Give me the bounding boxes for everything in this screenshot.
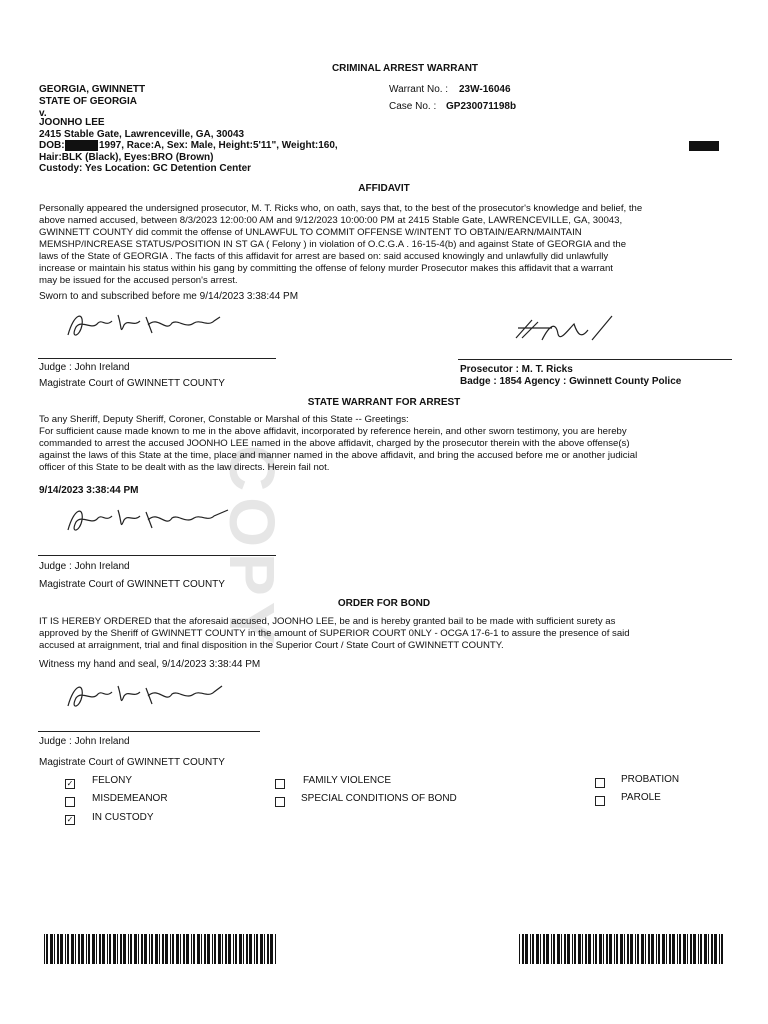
state-warrant-heading: STATE WARRANT FOR ARREST bbox=[307, 397, 461, 408]
warrant-line: commanded to arrest the accused JOONHO LEE named in the above affidavit, charged by the prosecutor therein with the above offense(s) bbox=[39, 438, 630, 449]
judge-signature bbox=[62, 676, 232, 716]
barcode-bar bbox=[130, 934, 132, 964]
barcode-bar bbox=[50, 934, 53, 964]
barcode-bar bbox=[656, 934, 657, 964]
barcode-bar bbox=[254, 934, 255, 964]
judge-signature bbox=[62, 305, 232, 345]
barcode-bar bbox=[138, 934, 139, 964]
barcode-bar bbox=[228, 934, 231, 964]
judge-signature-line bbox=[38, 731, 260, 732]
barcode-bar bbox=[561, 934, 562, 964]
barcode-bar bbox=[46, 934, 48, 964]
copy-watermark: COPY bbox=[216, 445, 288, 651]
affidavit-line: GWINNETT COUNTY did commit the offense of UNLAWFUL TO COMMIT OFFENSE W/INTENT TO OBTAIN/EARN/MAINTAIN bbox=[39, 227, 582, 238]
barcode-bar bbox=[530, 934, 531, 964]
barcode-bar bbox=[191, 934, 192, 964]
affidavit-line: increase or maintain his status within his gang by committing the offense of felony murder Prosecutor makes this affidavit that a warrant bbox=[39, 263, 613, 274]
barcode-bar bbox=[151, 934, 153, 964]
probation-checkbox[interactable] bbox=[595, 778, 605, 788]
barcode-left bbox=[44, 934, 280, 964]
accused-name: JOONHO LEE bbox=[39, 117, 105, 128]
warrant-line: To any Sheriff, Deputy Sheriff, Coroner, Constable or Marshal of this State -- Greetings: bbox=[39, 414, 409, 425]
barcode-bar bbox=[648, 934, 650, 964]
barcode-bar bbox=[543, 934, 545, 964]
judge-signature-line bbox=[38, 555, 276, 556]
witness-statement: Witness my hand and seal, 9/14/2023 3:38:44 PM bbox=[39, 659, 261, 670]
barcode-bar bbox=[645, 934, 646, 964]
barcode-bar bbox=[214, 934, 216, 964]
barcode-bar bbox=[536, 934, 539, 964]
barcode-bar bbox=[264, 934, 265, 964]
barcode-bar bbox=[71, 934, 74, 964]
barcode-bar bbox=[714, 934, 717, 964]
affidavit-line: Personally appeared the undersigned prosecutor, M. T. Ricks who, on oath, says that, to the best of the prosecutor's knowledge and belief, the bbox=[39, 203, 643, 214]
barcode-bar bbox=[564, 934, 566, 964]
barcode-bar bbox=[78, 934, 80, 964]
barcode-bar bbox=[616, 934, 618, 964]
barcode-bar bbox=[54, 934, 55, 964]
affidavit-line: may be issued for the accused person's arrest. bbox=[39, 275, 238, 286]
barcode-bar bbox=[614, 934, 615, 964]
barcode-bar bbox=[522, 934, 524, 964]
barcode-bar bbox=[162, 934, 164, 964]
barcode-bar bbox=[107, 934, 108, 964]
family-violence-checkbox[interactable] bbox=[275, 779, 285, 789]
warrant-line: For sufficient cause made known to me in the above affidavit, incorporated by reference herein, and other sworn testimony, you are hereby bbox=[39, 426, 627, 437]
affidavit-body bbox=[39, 203, 729, 287]
warrant-label: Warrant No. : bbox=[389, 84, 449, 95]
barcode-bar bbox=[267, 934, 269, 964]
prosecutor-signature bbox=[512, 310, 622, 348]
barcode-bar bbox=[256, 934, 258, 964]
barcode-bar bbox=[65, 934, 66, 964]
barcode-bar bbox=[99, 934, 101, 964]
barcode-bar bbox=[88, 934, 90, 964]
barcode-bar bbox=[666, 934, 667, 964]
barcode-bar bbox=[662, 934, 665, 964]
barcode-bar bbox=[109, 934, 111, 964]
bond-line: approved by the Sheriff of GWINNETT COUNTY in the amount of SUPERIOR COURT 0NLY - OCGA 17-6-1 to assure the presence of said bbox=[39, 628, 630, 639]
state-line-2: STATE OF GEORGIA bbox=[39, 96, 137, 107]
judge-signature bbox=[62, 500, 242, 540]
barcode-bar bbox=[553, 934, 555, 964]
barcode-bar bbox=[159, 934, 160, 964]
barcode-bar bbox=[578, 934, 581, 964]
barcode-bar bbox=[546, 934, 549, 964]
dob-label: DOB: bbox=[39, 140, 65, 151]
barcode-bar bbox=[239, 934, 242, 964]
barcode-bar bbox=[235, 934, 237, 964]
barcode-bar bbox=[624, 934, 625, 964]
barcode-bar bbox=[270, 934, 273, 964]
barcode-bar bbox=[170, 934, 171, 964]
barcode-bar bbox=[113, 934, 116, 964]
barcode-bar bbox=[693, 934, 696, 964]
barcode-bar bbox=[620, 934, 623, 964]
barcode-bar bbox=[595, 934, 597, 964]
barcode-bar bbox=[677, 934, 678, 964]
special-conditions-checkbox[interactable] bbox=[275, 797, 285, 807]
barcode-bar bbox=[651, 934, 654, 964]
barcode-bar bbox=[593, 934, 594, 964]
barcode-bar bbox=[672, 934, 675, 964]
barcode-bar bbox=[92, 934, 95, 964]
barcode-bar bbox=[690, 934, 692, 964]
affidavit-line: MEMSHP/INCREASE STATUS/POSITION IN ST GA ( Felony ) in violation of O.C.G.A . 16-15-4(b) and against State of GEORGIA and the bbox=[39, 239, 627, 250]
barcode-bar bbox=[96, 934, 97, 964]
barcode-bar bbox=[134, 934, 137, 964]
barcode-bar bbox=[180, 934, 181, 964]
barcode-bar bbox=[588, 934, 591, 964]
barcode-bar bbox=[120, 934, 122, 964]
barcode-bar bbox=[519, 934, 520, 964]
barcode-bar bbox=[212, 934, 213, 964]
versus: v. bbox=[39, 108, 47, 119]
custody-status: Custody: Yes Location: GC Detention Center bbox=[39, 163, 252, 174]
accused-address: 2415 Stable Gate, Lawrenceville, GA, 30043 bbox=[39, 129, 245, 140]
barcode-bar bbox=[44, 934, 45, 964]
special-conditions-label: SPECIAL CONDITIONS OF BOND bbox=[301, 793, 457, 804]
probation-label: PROBATION bbox=[621, 774, 680, 785]
barcode-bar bbox=[641, 934, 644, 964]
barcode-bar bbox=[218, 934, 221, 964]
warrant-date: 9/14/2023 3:38:44 PM bbox=[39, 485, 139, 496]
parole-checkbox[interactable] bbox=[595, 796, 605, 806]
barcode-bar bbox=[197, 934, 200, 964]
dob-details: 1997, Race:A, Sex: Male, Height:5'11", Weight:160, bbox=[99, 140, 338, 151]
barcode-bar bbox=[204, 934, 206, 964]
warrant-line: officer of this State to be dealt with as the law directs. Herein fail not. bbox=[39, 462, 330, 473]
prosecutor-name: Prosecutor : M. T. Ricks bbox=[460, 364, 573, 375]
bond-body bbox=[39, 616, 729, 652]
misdemeanor-label: MISDEMEANOR bbox=[92, 793, 168, 804]
barcode-bar bbox=[249, 934, 252, 964]
judge-name: Judge : John Ireland bbox=[39, 362, 130, 373]
redaction-right bbox=[689, 141, 719, 151]
barcode-bar bbox=[679, 934, 681, 964]
barcode-bar bbox=[540, 934, 541, 964]
misdemeanor-checkbox[interactable] bbox=[65, 797, 75, 807]
sworn-statement: Sworn to and subscribed before me 9/14/2023 3:38:44 PM bbox=[39, 291, 299, 302]
barcode-bar bbox=[275, 934, 276, 964]
court-name: Magistrate Court of GWINNETT COUNTY bbox=[39, 579, 225, 590]
affidavit-line: above named accused, between 8/3/2023 12:00:00 AM and 9/12/2023 10:00:00 PM at 2415 Stable Gate, LAWRENCEVILLE, GA, 30043, bbox=[39, 215, 623, 226]
hair-eyes: Hair:BLK (Black), Eyes:BRO (Brown) bbox=[39, 152, 214, 163]
bond-line: accused at arraignment, trial and final disposition in the Superior Court / State Court of GWINNETT COUNTY. bbox=[39, 640, 504, 651]
barcode-bar bbox=[141, 934, 143, 964]
judge-signature-line bbox=[38, 358, 276, 359]
barcode-bar bbox=[207, 934, 210, 964]
barcode-bar bbox=[557, 934, 560, 964]
affidavit-line: laws of the State of GEORGIA . The facts of this affidavit for arrest are based on: said accused knowingly and unlawfully did unlawfully bbox=[39, 251, 609, 262]
barcode-bar bbox=[246, 934, 248, 964]
barcode-bar bbox=[574, 934, 576, 964]
judge-name: Judge : John Ireland bbox=[39, 561, 130, 572]
court-name: Magistrate Court of GWINNETT COUNTY bbox=[39, 378, 225, 389]
barcode-bar bbox=[60, 934, 63, 964]
barcode-bar bbox=[201, 934, 202, 964]
barcode-bar bbox=[128, 934, 129, 964]
barcode-bar bbox=[603, 934, 604, 964]
barcode-bar bbox=[123, 934, 126, 964]
barcode-bar bbox=[57, 934, 59, 964]
barcode-bar bbox=[172, 934, 174, 964]
parole-label: PAROLE bbox=[621, 792, 661, 803]
family-violence-label: FAMILY VIOLENCE bbox=[303, 775, 391, 786]
barcode-bar bbox=[567, 934, 570, 964]
barcode-bar bbox=[630, 934, 633, 964]
in-custody-label: IN CUSTODY bbox=[92, 812, 154, 823]
prosecutor-badge: Badge : 1854 Agency : Gwinnett County Police bbox=[460, 376, 682, 387]
bond-line: IT IS HEREBY ORDERED that the aforesaid accused, JOONHO LEE, be and is hereby granted bail to be made with sufficient surety as bbox=[39, 616, 616, 627]
barcode-bar bbox=[260, 934, 263, 964]
barcode-bar bbox=[683, 934, 686, 964]
state-line-1: GEORGIA, GWINNETT bbox=[39, 84, 146, 95]
barcode-bar bbox=[585, 934, 587, 964]
barcode-bar bbox=[711, 934, 713, 964]
barcode-bar bbox=[609, 934, 612, 964]
judge-name: Judge : John Ireland bbox=[39, 736, 130, 747]
barcode-bar bbox=[551, 934, 552, 964]
warrant-number: 23W-16046 bbox=[459, 84, 511, 95]
barcode-bar bbox=[225, 934, 227, 964]
barcode-bar bbox=[708, 934, 709, 964]
barcode-bar bbox=[176, 934, 179, 964]
affidavit-heading: AFFIDAVIT bbox=[358, 183, 410, 194]
barcode-bar bbox=[525, 934, 528, 964]
barcode-bar bbox=[669, 934, 671, 964]
warrant-line: against the laws of this State at the time, place and manner named in the above affidavit, and bring the accused before me or another judicial bbox=[39, 450, 638, 461]
felony-label: FELONY bbox=[92, 775, 133, 786]
case-label: Case No. : bbox=[389, 101, 437, 112]
barcode-bar bbox=[627, 934, 629, 964]
barcode-bar bbox=[155, 934, 158, 964]
barcode-bar bbox=[658, 934, 660, 964]
barcode-bar bbox=[572, 934, 573, 964]
barcode-bar bbox=[698, 934, 699, 964]
barcode-bar bbox=[599, 934, 602, 964]
barcode-right bbox=[519, 934, 727, 964]
barcode-bar bbox=[606, 934, 608, 964]
barcode-bar bbox=[186, 934, 189, 964]
barcode-bar bbox=[81, 934, 84, 964]
prosecutor-signature-line bbox=[458, 359, 732, 360]
barcode-bar bbox=[635, 934, 636, 964]
court-name: Magistrate Court of GWINNETT COUNTY bbox=[39, 757, 225, 768]
barcode-bar bbox=[687, 934, 688, 964]
barcode-bar bbox=[144, 934, 147, 964]
barcode-bar bbox=[193, 934, 195, 964]
barcode-bar bbox=[75, 934, 76, 964]
barcode-bar bbox=[183, 934, 185, 964]
state-warrant-body bbox=[39, 414, 729, 474]
redaction-dob bbox=[65, 140, 98, 151]
barcode-bar bbox=[700, 934, 702, 964]
felony-checkbox[interactable]: ✓ bbox=[66, 779, 74, 788]
barcode-bar bbox=[721, 934, 723, 964]
bond-heading: ORDER FOR BOND bbox=[337, 598, 431, 609]
in-custody-checkbox[interactable]: ✓ bbox=[66, 815, 74, 824]
barcode-bar bbox=[117, 934, 118, 964]
barcode-bar bbox=[637, 934, 639, 964]
barcode-bar bbox=[102, 934, 105, 964]
barcode-bar bbox=[222, 934, 223, 964]
barcode-bar bbox=[532, 934, 534, 964]
barcode-bar bbox=[165, 934, 168, 964]
case-number: GP230071198b bbox=[446, 101, 517, 112]
barcode-bar bbox=[719, 934, 720, 964]
page-title: CRIMINAL ARREST WARRANT bbox=[331, 63, 479, 74]
barcode-bar bbox=[86, 934, 87, 964]
barcode-bar bbox=[704, 934, 707, 964]
barcode-bar bbox=[67, 934, 69, 964]
barcode-bar bbox=[149, 934, 150, 964]
barcode-bar bbox=[243, 934, 244, 964]
barcode-bar bbox=[233, 934, 234, 964]
barcode-bar bbox=[582, 934, 583, 964]
